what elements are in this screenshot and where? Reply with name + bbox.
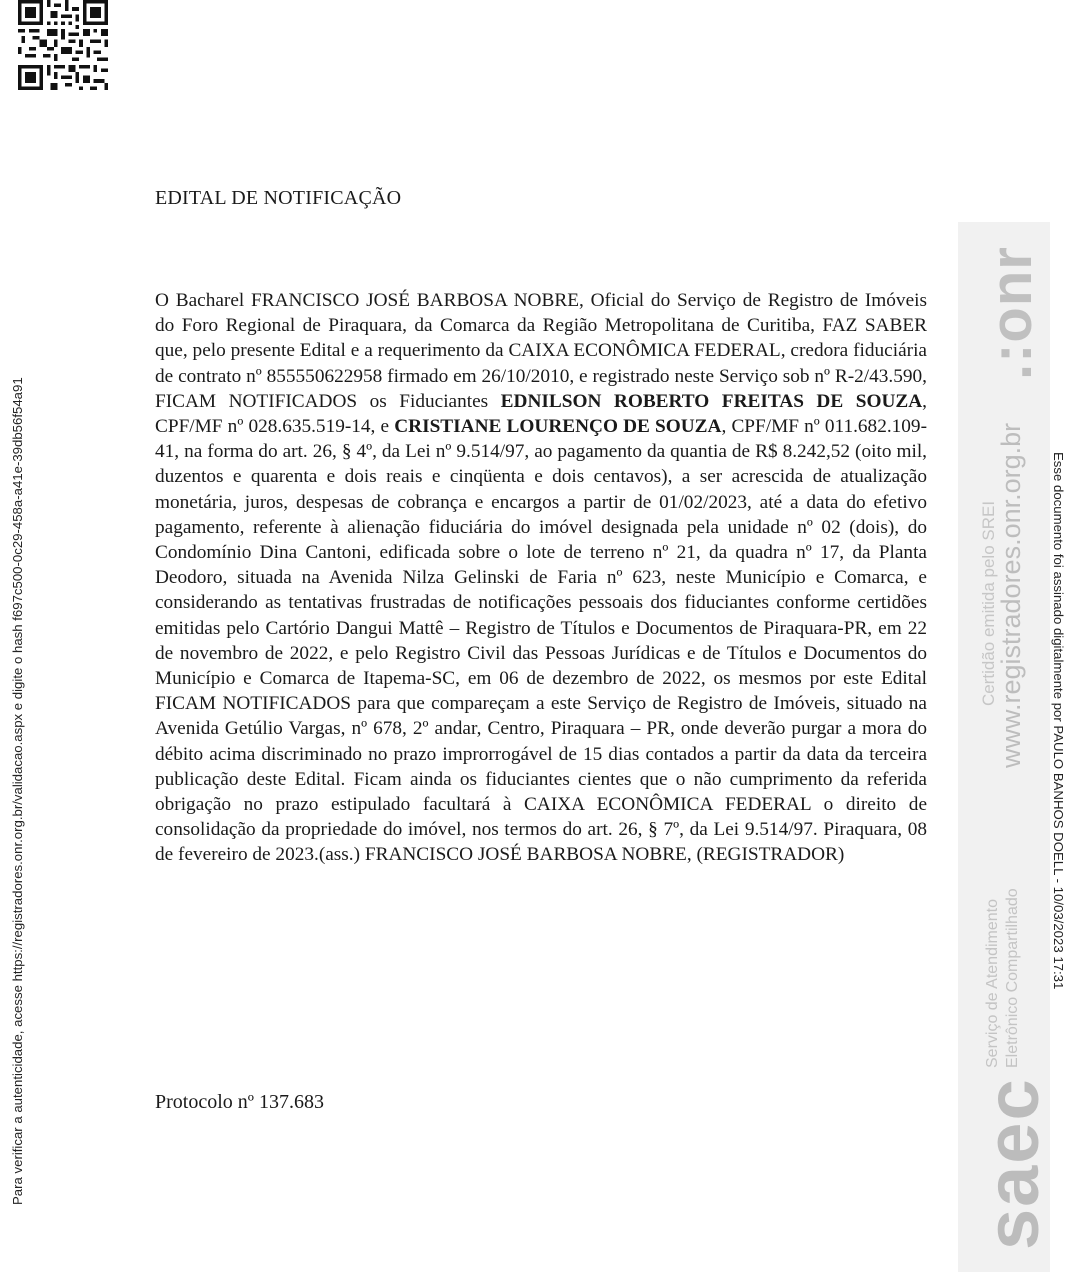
- certificate-watermark: Certidão emitida pelo SREI: [979, 500, 998, 706]
- verification-note: Para verificar a autenticidade, acesse https://registradores.onr.org.br/validacao.aspx e digite o hash f697c500-0c29-458a-a41e-39db56f54a91: [10, 377, 25, 1205]
- registry-site-watermark: www.registradores.onr.org.br: [996, 422, 1026, 768]
- document-title: EDITAL DE NOTIFICAÇÃO: [155, 187, 402, 209]
- saec-logo-watermark: saec: [971, 1077, 1054, 1250]
- onr-logo-watermark: .:onr: [979, 246, 1044, 380]
- qr-code-icon: [18, 0, 108, 90]
- signature-note: Esse documento foi assinado digitalmente por PAULO BANHOS DOELL - 10/03/2023 17:31: [1051, 452, 1066, 990]
- notice-body: [155, 288, 927, 868]
- notice-body-part-1: O Bacharel FRANCISCO JOSÉ BARBOSA NOBRE, Oficial do Serviço de Registro de Imóveis do Foro Regional de Piraquara, da Comarca da Região Metropolitana de Curitiba, FAZ SABER que, pelo presente Edital e a requerimento da CAIXA ECONÔMICA FEDERAL, credora fiduciária de contrato nº 855550622958 firmado em 26/10/2010, e registrado neste Serviço sob nº R-2/43.590, FICAM NOTIFICADOS os Fiduciantes: [155, 290, 927, 412]
- debtor-name-1: EDNILSON ROBERTO FREITAS DE SOUZA: [500, 390, 923, 412]
- debtor-name-2: CRISTIANE LOURENÇO DE SOUZA: [394, 416, 722, 438]
- notice-body-part-2: , CPF/MF nº 028.635.519-14, e: [155, 390, 927, 438]
- service-line-1-watermark: Serviço de Atendimento: [984, 899, 1001, 1068]
- service-line-2-watermark: Eletrônico Compartilhado: [1004, 888, 1021, 1068]
- protocol-number: Protocolo nº 137.683: [155, 1091, 324, 1113]
- notice-body-part-3: , CPF/MF nº 011.682.109-41, na forma do art. 26, § 4º, da Lei nº 9.514/97, ao pagamento da quantia de R$ 8.242,52 (oito mil, duzentos e quarenta e dois reais e cinqüenta e dois centavos), a ser acrescida de atualização monetária, juros, despesas de cobrança e encargos a partir de 01/02/2023, até a data do efetivo pagamento, referente à alienação fiduciária do imóvel designada pela unidade nº 02 (dois), do Condomínio Dina Cantoni, edificada sobre o lote de terreno nº 21, da quadra nº 17, da Planta Deodoro, situada na Avenida Nilza Gelinski de Faria nº 623, neste Município e Comarca, e considerando as tentativas frustradas de notificações pessoais dos fiduciantes conforme certidões emitidas pelo Cartório Dangui Mattê – Registro de Títulos e Documentos de Piraquara-PR, em 22 de novembro de 2022, e pelo Registro Civil das Pessoas Jurídicas e de Títulos e Documentos do Município e Comarca de Itapema-SC, em 06 de dezembro de 2022, os mesmos por este Edital FICAM NOTIFICADOS para que compareçam a este Serviço de Registro de Imóveis, situado na Avenida Getúlio Vargas, nº 678, 2º andar, Centro, Piraquara – PR, onde deverão purgar a mora do débito acima discriminado no prazo improrrogável de 15 dias contados a partir da data da terceira publicação deste Edital. Ficam ainda os fiduciantes cientes que o não cumprimento da referida obrigação no prazo estipulado facultará à CAIXA ECONÔMICA FEDERAL o direito de consolidação da propriedade do imóvel, nos termos do art. 26, § 7º, da Lei 9.514/97. Piraquara, 08 de fevereiro de 2023.(ass.) FRANCISCO JOSÉ BARBOSA NOBRE, (REGISTRADOR): [155, 416, 927, 866]
